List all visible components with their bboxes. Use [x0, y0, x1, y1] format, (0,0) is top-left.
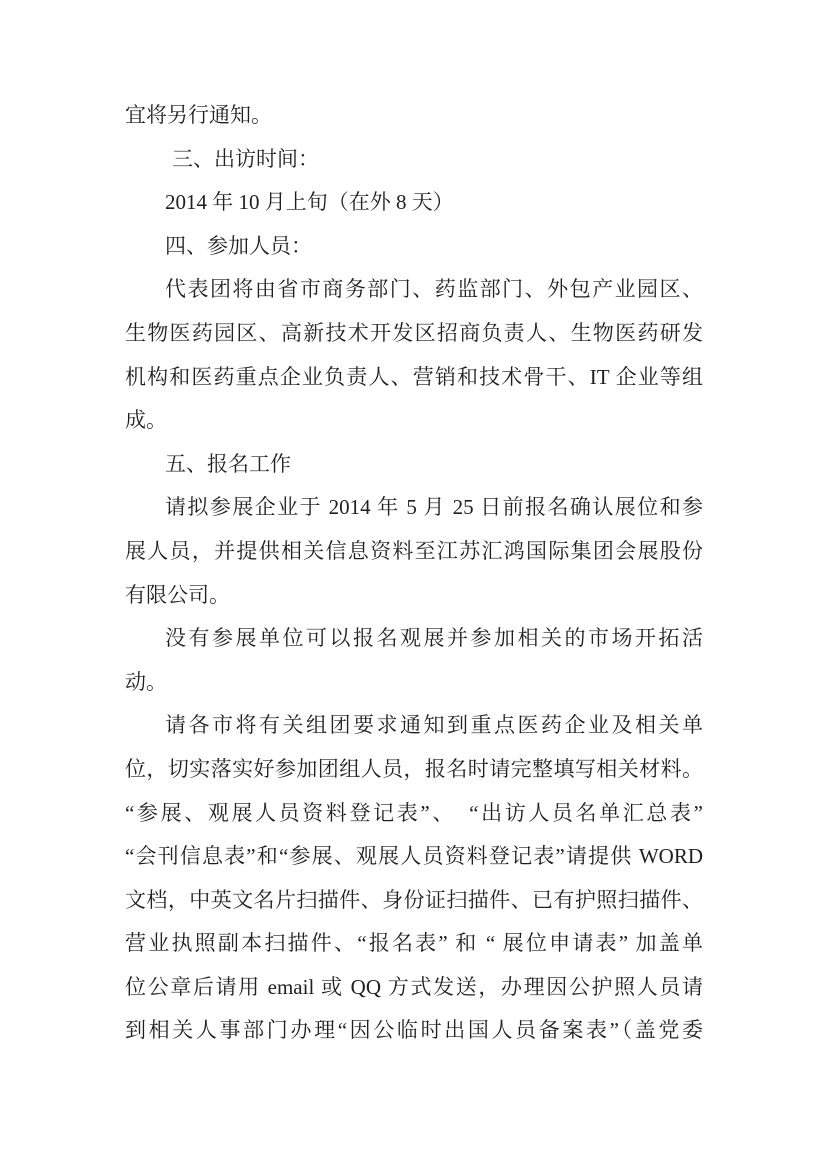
document-text-block	[125, 94, 703, 1053]
text-line: 文档，中英文名片扫描件、身份证扫描件、已有护照扫描件、	[125, 887, 703, 912]
text-line: 动。	[125, 669, 167, 694]
text-line: 成。	[125, 408, 167, 433]
text-line: 宜将另行通知。	[125, 103, 272, 127]
text-line: 三、出访时间：	[172, 146, 319, 171]
text-line: 请各市将有关组团要求通知到重点医药企业及相关单	[165, 713, 703, 738]
text-line: 到相关人事部门办理“因公临时出国人员备案表”（盖党委	[125, 1018, 703, 1043]
text-line: 请拟参展企业于 2014 年 5 月 25 日前报名确认展位和参	[165, 495, 703, 520]
text-line: 机构和医药重点企业负责人、营销和技术骨干、IT 企业等组	[125, 364, 703, 389]
text-line: 没有参展单位可以报名观展并参加相关的市场开拓活	[165, 626, 703, 651]
text-line: 位，切实落实好参加团组人员，报名时请完整填写相关材料。	[125, 756, 703, 781]
text-line: 生物医药园区、高新技术开发区招商负责人、生物医药研发	[125, 320, 703, 345]
text-line: 代表团将由省市商务部门、药监部门、外包产业园区、	[165, 277, 703, 302]
text-line: 五、报名工作	[165, 451, 291, 476]
text-line: 有限公司。	[125, 582, 230, 607]
text-line: 营业执照副本扫描件、“报名表” 和 “ 展位申请表” 加盖单	[125, 931, 703, 956]
text-line: 四、参加人员：	[165, 233, 312, 258]
text-line: 展人员，并提供相关信息资料至江苏汇鸿国际集团会展股份	[125, 538, 703, 563]
text-line: “参展、观展人员资料登记表”、 “出访人员名单汇总表”	[125, 800, 703, 825]
text-line: 位公章后请用 email 或 QQ 方式发送，办理因公护照人员请	[125, 974, 703, 999]
text-line: “会刊信息表”和“参展、观展人员资料登记表”请提供 WORD	[125, 844, 703, 869]
text-line: 2014 年 10 月上旬（在外 8 天）	[165, 190, 454, 215]
